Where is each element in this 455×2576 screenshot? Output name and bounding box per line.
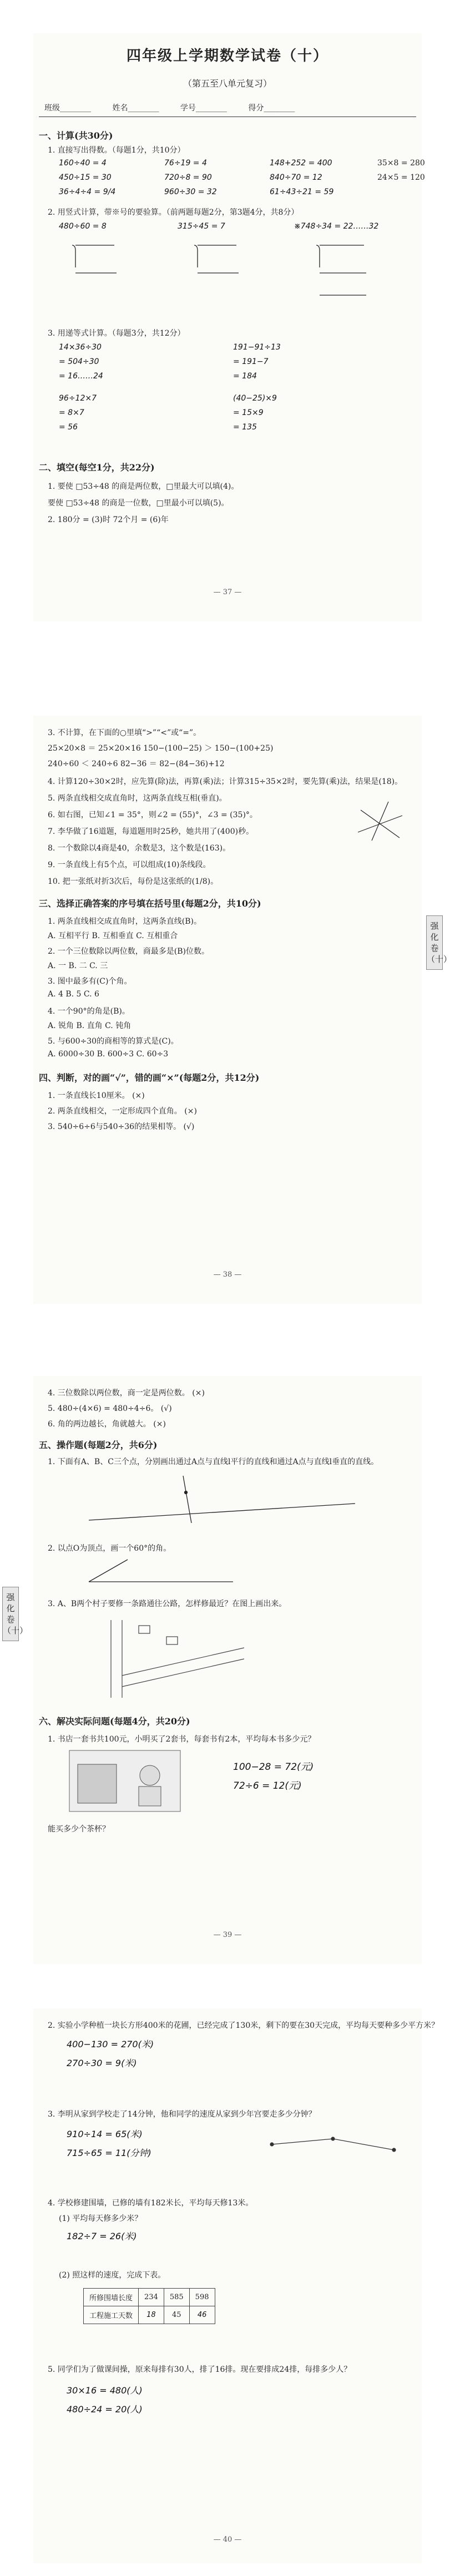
fill-3: 3. 不计算，在下面的○里填“>”“<”或“=”。 [48,728,201,737]
vertical-calc-2: 315÷45 = 7 [178,222,225,231]
exam-page-3 [33,1376,422,1964]
oral-row-1-last: 35×8 = 280 [377,159,425,168]
fill-8: 8. 一个数除以4商是40，余数是3，这个数是(163)。 [48,844,231,853]
page-number: — 39 — [213,1931,242,1939]
fill-2: 2. 180分 = (3)时 72个月 = (6)年 [48,515,169,524]
oral-row-1: 160÷40 = 4 76÷19 = 4 148+252 = 400 [59,159,332,168]
stepwise-2-line-2: = 191−7 [233,357,269,366]
section-1-heading: 一、计算(共30分) [39,130,113,141]
solve-1: 1. 书店一套书共100元，小明买了2套书，每套书有2本，平均每本书多少元？ [48,1735,316,1744]
operation-1: 1. 下面有A、B、C三个点，分别画出通过A点与直线l平行的直线和通过A点与直线l垂直的直线。 [48,1457,379,1466]
choice-5: 5. 与600÷30的商相等的算式是(C)。 [48,1037,179,1046]
table-row: 工程施工天数 18 45 46 [84,2306,215,2324]
section-2-heading: 二、填空(每空1分，共22分) [39,462,155,473]
stepwise-4-line-2: = 15×9 [233,408,264,417]
stepwise-2-line-3: = 184 [233,372,257,381]
solve-2-work-1: 400−130 = 270(米) [67,2039,154,2049]
solve-4-sub-2: (2) 照这样的速度，完成下表。 [59,2271,166,2280]
judge-2: 2. 两条直线相交，一定形成四个直角。 (×) [48,1107,197,1116]
oral-row-2: 450÷15 = 30 720÷8 = 90 840÷70 = 12 [59,173,322,182]
choice-1-options: A. 互相平行 B. 互相垂直 C. 互相重合 [48,932,178,940]
fill-1a: 1. 要使 □53÷48 的商是两位数，□里最大可以填(4)。 [48,482,239,491]
judge-6: 6. 角的两边越长，角就越大。 (×) [48,1420,166,1429]
choice-4: 4. 一个90°的角是(B)。 [48,1007,130,1016]
solve-4-sub-1: (1) 平均每天修多少米？ [59,2214,143,2223]
solve-5-work-1: 30×16 = 480(人) [67,2385,143,2396]
fill-3-row-2: 240÷60 ＜ 240÷6 82−36 ＝ 82−(84−36)+12 [48,760,225,768]
solve-3-work-1: 910÷14 = 65(米) [67,2129,143,2139]
stepwise-2-line-1: 191−91÷13 [233,343,281,352]
exam-page-1 [33,33,425,621]
solve-5-work-2: 480÷24 = 20(人) [67,2404,143,2415]
fill-7: 7. 李华做了16道题，每道题用时25秒，她共用了(400)秒。 [48,827,254,836]
section-6-heading: 六、解决实际问题(每题4分，共20分) [39,1716,190,1727]
fill-10: 10. 把一张纸对折3次后，每份是这张纸的(1/8)。 [48,877,219,886]
section-5-heading: 五、操作题(每题2分，共6分) [39,1440,158,1450]
stepwise-4-line-1: (40−25)×9 [233,394,277,403]
fill-9: 9. 一条直线上有5个点，可以组成(10)条线段。 [48,861,211,869]
question-1-1: 1. 直接写出得数。（每题1分，共10分） [48,146,185,155]
question-1-2: 2. 用竖式计算，带※号的要验算。（前两题每题2分，第3题4分，共8分） [48,208,299,217]
choice-2: 2. 一个三位数除以两位数，商最多是(B)位数。 [48,947,210,956]
vertical-calc-3: ※748÷34 = 22……32 [294,222,379,231]
solve-1-question: 能买多少个茶杯？ [48,1825,110,1834]
class-field: 班级________ [44,104,91,113]
exam-subtitle: （第五至八单元复习） [183,78,272,89]
fill-1b: 要使 □53÷48 的商是一位数，□里最小可以填(5)。 [48,499,229,508]
exam-page-2 [33,716,422,1304]
choice-5-options: A. 6000÷30 B. 600÷3 C. 60÷3 [48,1050,169,1059]
stepwise-1-line-3: = 16……24 [59,372,103,381]
fill-3-row-1: 25×20×8 ＝ 25×20×16 150−(100−25) ＞ 150−(100+25) [48,744,274,753]
student-info-line [44,102,411,113]
solve-3-work-2: 715÷65 = 11(分钟) [67,2148,151,2158]
page-number: — 38 — [213,1271,242,1279]
shop-illustration [67,1748,183,1814]
score-field: 得分________ [248,104,295,113]
angle-60-figure [78,1557,244,1590]
solve-2: 2. 实验小学种植一块长方形400米的花圃，已经完成了130米，剩下的要在30天完成，平均每天要种多少平方米？ [48,2021,439,2030]
name-field: 姓名________ [112,104,159,113]
vertical-calc-1: 480÷60 = 8 [59,222,107,231]
side-tab-right: 强化卷（十） [426,915,443,970]
fill-4: 4. 计算120÷30×2时，应先算(除)法，再算(乘)法；计算315÷35×2时，要先算(乘)法，结果是(18)。 [48,777,403,786]
choice-3: 3. 图中最多有(C)个角。 [48,977,132,986]
judge-1: 1. 一条直线长10厘米。 (×) [48,1091,145,1100]
parallel-line-figure [78,1470,366,1531]
fill-6: 6. 如右图，已知∠1 = 35°，则∠2 = (55)°，∠3 = (35)°。 [48,811,257,819]
progress-table [83,2288,215,2324]
page-number: — 37 — [213,588,242,596]
table-row: 所修围墙长度 234 585 598 [84,2289,215,2306]
stepwise-4-line-3: = 135 [233,423,257,432]
solve-4-work-1: 182÷7 = 26(米) [67,2231,137,2241]
stepwise-3-line-1: 96÷12×7 [59,394,97,403]
choice-1: 1. 两条直线相交成直角时，这两条直线(B)。 [48,917,202,926]
stepwise-3-line-3: = 56 [59,423,78,432]
stepwise-1-line-1: 14×36÷30 [59,343,102,352]
solve-2-work-2: 270÷30 = 9(米) [67,2058,137,2068]
solve-5: 5. 同学们为了做课间操，原来每排有30人，排了16排。现在要排成24排，每排多少人？ [48,2365,352,2374]
oral-row-3: 36÷4÷4 = 9/4 960÷30 = 32 61÷43÷21 = 59 [59,188,334,196]
choice-2-options: A. 一 B. 二 C. 三 [48,961,108,970]
oral-row-2-last: 24×5 = 120 [377,173,425,182]
page-number: — 40 — [213,2535,242,2544]
section-3-heading: 三、选择正确答案的序号填在括号里(每题2分，共10分) [39,898,261,909]
operation-2: 2. 以点O为顶点，画一个60°的角。 [48,1544,171,1553]
angle-figure [355,799,405,843]
student-id-field: 学号________ [180,104,227,113]
vertical-calc-workings [55,234,411,317]
solve-3: 3. 李明从家到学校走了14分钟，他和同学的速度从家到少年宫要走多少分钟？ [48,2110,316,2119]
village-road-figure [89,1615,255,1703]
side-tab-left: 强化卷（十） [2,1587,19,1641]
choice-4-options: A. 锐角 B. 直角 C. 钝角 [48,1021,132,1030]
operation-3: 3. A、B两个村子要修一条路通往公路，怎样修最近？在图上画出来。 [48,1600,287,1608]
exam-title: 四年级上学期数学试卷（十） [126,48,328,64]
judge-5: 5. 480÷(4×6) = 480÷4÷6。 (√) [48,1404,172,1413]
judge-3: 3. 540÷6÷6与540÷36的结果相等。 (√) [48,1122,195,1131]
solve-1-work-2: 72÷6 = 12(元) [233,1780,302,1791]
stepwise-1-line-2: = 504÷30 [59,357,99,366]
route-diagram [266,2125,400,2164]
section-4-heading: 四、判断，对的画“√”，错的画“×”(每题2分，共12分) [39,1072,260,1083]
solve-1-work-1: 100−28 = 72(元) [233,1762,314,1773]
fill-5: 5. 两条直线相交成直角时，这两条直线互相(垂直)。 [48,794,227,803]
solve-4: 4. 学校修建围墙，已修的墙有182米长，平均每天修13米。 [48,2199,254,2208]
question-1-3: 3. 用递等式计算。（每题3分，共12分） [48,329,185,338]
exam-page-4 [33,2008,439,2563]
judge-4: 4. 三位数除以两位数，商一定是两位数。 (×) [48,1389,205,1398]
choice-3-options: A. 4 B. 5 C. 6 [48,990,99,999]
stepwise-3-line-2: = 8×7 [59,408,84,417]
